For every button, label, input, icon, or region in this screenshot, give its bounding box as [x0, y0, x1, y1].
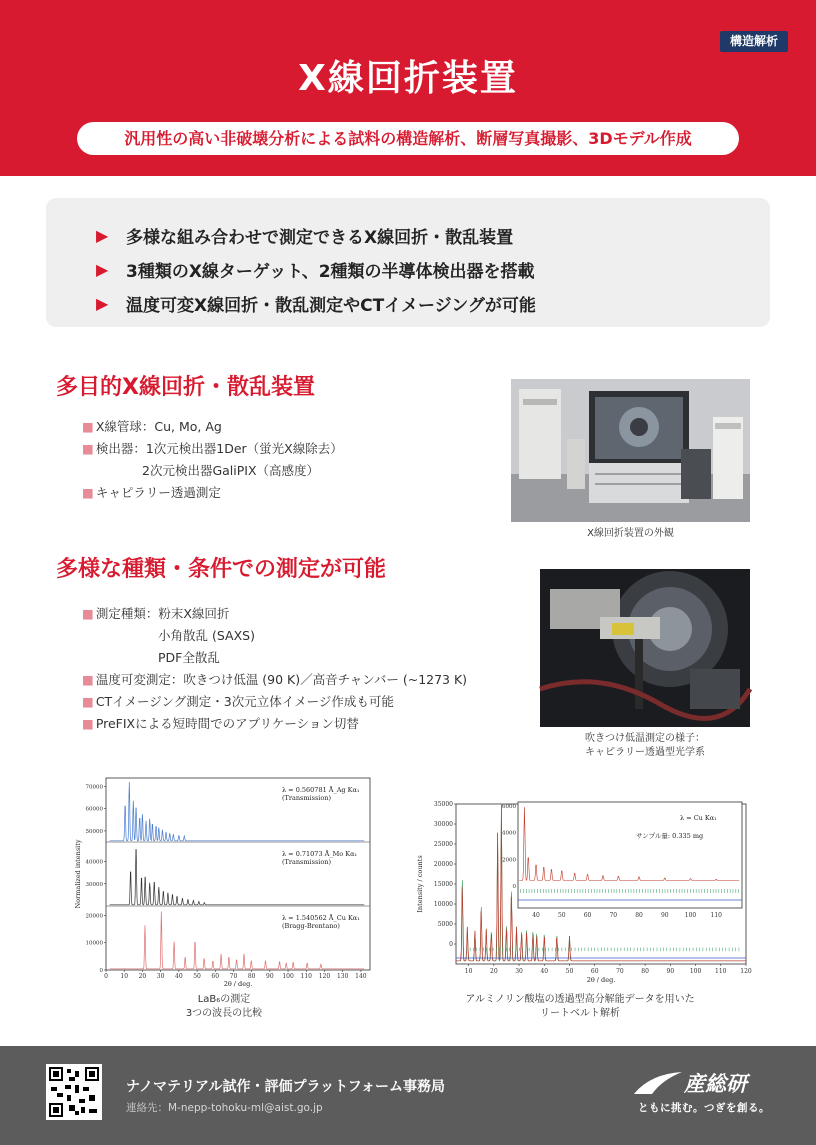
x-tick-label: 30: [156, 973, 165, 980]
x-tick-label: 100: [689, 968, 702, 975]
series-label: λ = 1.540562 Å_Cu Kα₁: [282, 914, 360, 922]
x-tick-label: 80: [247, 973, 256, 980]
instrument-photo: [511, 379, 750, 522]
y-tick-label: 10000: [85, 940, 103, 947]
square-bullet-icon: ■: [82, 672, 94, 687]
footer-contact-email[interactable]: 連絡先：M-nepp-tohoku-ml@aist.go.jp: [126, 1102, 323, 1114]
x-tick-label: 10: [120, 973, 129, 980]
x-tick-label: 70: [229, 973, 238, 980]
section2-title: 多様な種類・条件での測定が可能: [56, 557, 387, 582]
x-tick-label: 80: [641, 968, 649, 975]
y-axis-label: Normalized intensity: [74, 839, 82, 909]
footer-organization: ナノマテリアル試作・評価プラットフォーム事務局: [126, 1079, 446, 1095]
wavelength-annotation: λ = Cu Kα₁: [680, 814, 717, 822]
x-tick-label: 20: [490, 968, 498, 975]
rietveld-chart-svg: [410, 796, 750, 986]
feature-text: 温度可変X線回折・散乱測定やCTイメージングが可能: [126, 295, 536, 316]
y-tick-label: 0: [449, 941, 453, 948]
category-tag: 構造解析: [720, 31, 788, 52]
y-tick-label: 50000: [85, 828, 103, 835]
x-tick-label: 60: [590, 968, 599, 975]
series-label: λ = 0.71073 Å_Mo Kα₁: [282, 850, 358, 858]
y-tick-label: 20000: [85, 913, 103, 920]
triangle-right-icon: ▶: [96, 293, 109, 313]
spec-item: PDF全散乱: [158, 650, 220, 665]
x-tick-label: 120: [740, 968, 752, 975]
instrument-photo-caption: X線回折装置の外観: [587, 528, 674, 539]
x-tick-label: 110: [715, 968, 727, 975]
x-tick-label: 30: [515, 968, 523, 975]
rietveld-chart-caption: アルミノリン酸塩の透過型高分解能データを用いた リートベルト解析: [465, 994, 695, 1019]
aist-logo: 産総研 ともに挑む。つぎを創る。: [632, 1068, 772, 1120]
x-tick-label: 10: [464, 968, 473, 975]
x-tick-label: 70: [616, 968, 624, 975]
square-bullet-icon: ■: [82, 716, 94, 731]
feature-item: [96, 218, 770, 252]
square-bullet-icon: ■: [82, 485, 94, 500]
inset-x-tick-label: 60: [583, 912, 592, 919]
series-label: λ = 0.560781 Å_Ag Kα₁: [282, 786, 360, 794]
x-tick-label: 100: [282, 973, 294, 980]
x-tick-label: 50: [565, 968, 574, 975]
y-tick-label: 30000: [85, 881, 103, 888]
inset-x-tick-label: 80: [635, 912, 643, 919]
lab6-chart-caption: LaB₆の測定 3つの波長の比較: [185, 994, 263, 1019]
inset-x-tick-label: 40: [532, 912, 540, 919]
y-tick-label: 25000: [433, 841, 453, 848]
lab6-wavelength-chart: [74, 774, 374, 988]
spec-item: ■ PreFIXによる短時間でのアプリケーション切替: [82, 716, 359, 731]
inset-y-tick-label: 6000: [502, 804, 516, 810]
y-axis-label: Intensity / counts: [416, 855, 424, 913]
y-tick-label: 15000: [433, 881, 453, 888]
x-tick-label: 140: [355, 973, 367, 980]
lab6-chart-svg: [74, 774, 374, 988]
spec-item: ■ キャピラリー透過測定: [82, 485, 221, 500]
inset-x-tick-label: 70: [609, 912, 618, 919]
inset-y-tick-label: 4000: [502, 830, 516, 837]
section1-title: 多目的X線回折・散乱装置: [56, 375, 315, 400]
inset-x-tick-label: 100: [684, 912, 697, 919]
square-bullet-icon: ■: [82, 606, 94, 621]
series-note: (Transmission): [282, 794, 332, 802]
feature-box: [46, 198, 770, 327]
header-banner: [0, 0, 816, 176]
x-tick-label: 130: [336, 973, 349, 980]
rietveld-chart: [410, 796, 750, 986]
x-tick-label: 20: [138, 973, 147, 980]
section2-specs: [82, 603, 467, 735]
page-title: X線回折装置: [298, 58, 518, 99]
y-tick-label: 10000: [433, 901, 453, 908]
x-tick-label: 90: [266, 973, 274, 980]
feature-text: 3種類のX線ターゲット、2種類の半導体検出器を搭載: [126, 261, 535, 282]
spec-item: ■ 温度可変測定：吹きつけ低温 (90 K)／高音チャンバー (~1273 K): [82, 672, 468, 687]
feature-item: [96, 286, 770, 320]
footer: [0, 1046, 816, 1145]
inset-y-tick-label: 2000: [502, 857, 516, 864]
inset-x-tick-label: 110: [710, 912, 722, 919]
y-tick-label: 35000: [433, 801, 453, 808]
x-tick-label: 0: [104, 973, 108, 980]
spec-item: 小角散乱 (SAXS): [158, 628, 255, 643]
square-bullet-icon: ■: [82, 694, 94, 709]
aist-swoosh-icon: [632, 1070, 684, 1096]
x-tick-label: 40: [540, 968, 549, 975]
spec-item: 2次元検出器GaliPIX（高感度）: [142, 463, 320, 478]
x-tick-label: 110: [300, 973, 313, 980]
series-note: (Transmission): [282, 858, 332, 866]
y-tick-label: 60000: [85, 806, 103, 813]
y-tick-label: 5000: [437, 921, 453, 928]
subtitle: 汎用性の高い非破壊分析による試料の構造解析、断層写真撮影、3Dモデル作成: [77, 122, 739, 155]
series-note: (Bragg-Brentano): [282, 922, 340, 930]
spec-item: ■ X線管球：Cu, Mo, Ag: [82, 419, 222, 434]
spec-item: ■ 検出器：1次元検出器1Der（蛍光X線除去）: [82, 441, 343, 456]
spec-item: ■ 測定種類：粉末X線回折: [82, 606, 230, 621]
feature-item: [96, 252, 770, 286]
y-tick-label: 0: [99, 968, 103, 974]
x-axis-label: 2θ / deg.: [586, 976, 616, 984]
cryo-measurement-photo: [540, 569, 750, 727]
y-tick-label: 40000: [85, 859, 103, 866]
feature-text: 多様な組み合わせで測定できるX線回折・散乱装置: [126, 227, 514, 248]
x-tick-label: 60: [211, 973, 220, 980]
square-bullet-icon: ■: [82, 441, 94, 456]
triangle-right-icon: ▶: [96, 225, 109, 245]
triangle-right-icon: ▶: [96, 259, 109, 279]
square-bullet-icon: ■: [82, 419, 94, 434]
x-tick-label: 50: [193, 973, 201, 980]
inset-y-tick-label: 0: [512, 884, 516, 890]
x-tick-label: 40: [175, 973, 183, 980]
x-tick-label: 90: [666, 968, 675, 975]
section1-specs: [82, 416, 343, 504]
x-axis-label: 2θ / deg.: [223, 980, 253, 988]
qr-code-icon[interactable]: [46, 1064, 102, 1120]
x-tick-label: 120: [318, 973, 331, 980]
y-tick-label: 20000: [433, 861, 453, 868]
spec-item: ■ CTイメージング測定・3次元立体イメージ作成も可能: [82, 694, 394, 709]
y-tick-label: 70000: [85, 784, 103, 791]
inset-x-tick-label: 50: [557, 912, 566, 919]
y-tick-label: 30000: [433, 821, 453, 828]
inset-x-tick-label: 90: [660, 912, 669, 919]
cryo-photo-caption: 吹きつけ低温測定の様子： キャピラリー透過型光学系: [585, 733, 705, 758]
sample-amount-annotation: サンプル量: 0.335 mg: [636, 832, 704, 840]
